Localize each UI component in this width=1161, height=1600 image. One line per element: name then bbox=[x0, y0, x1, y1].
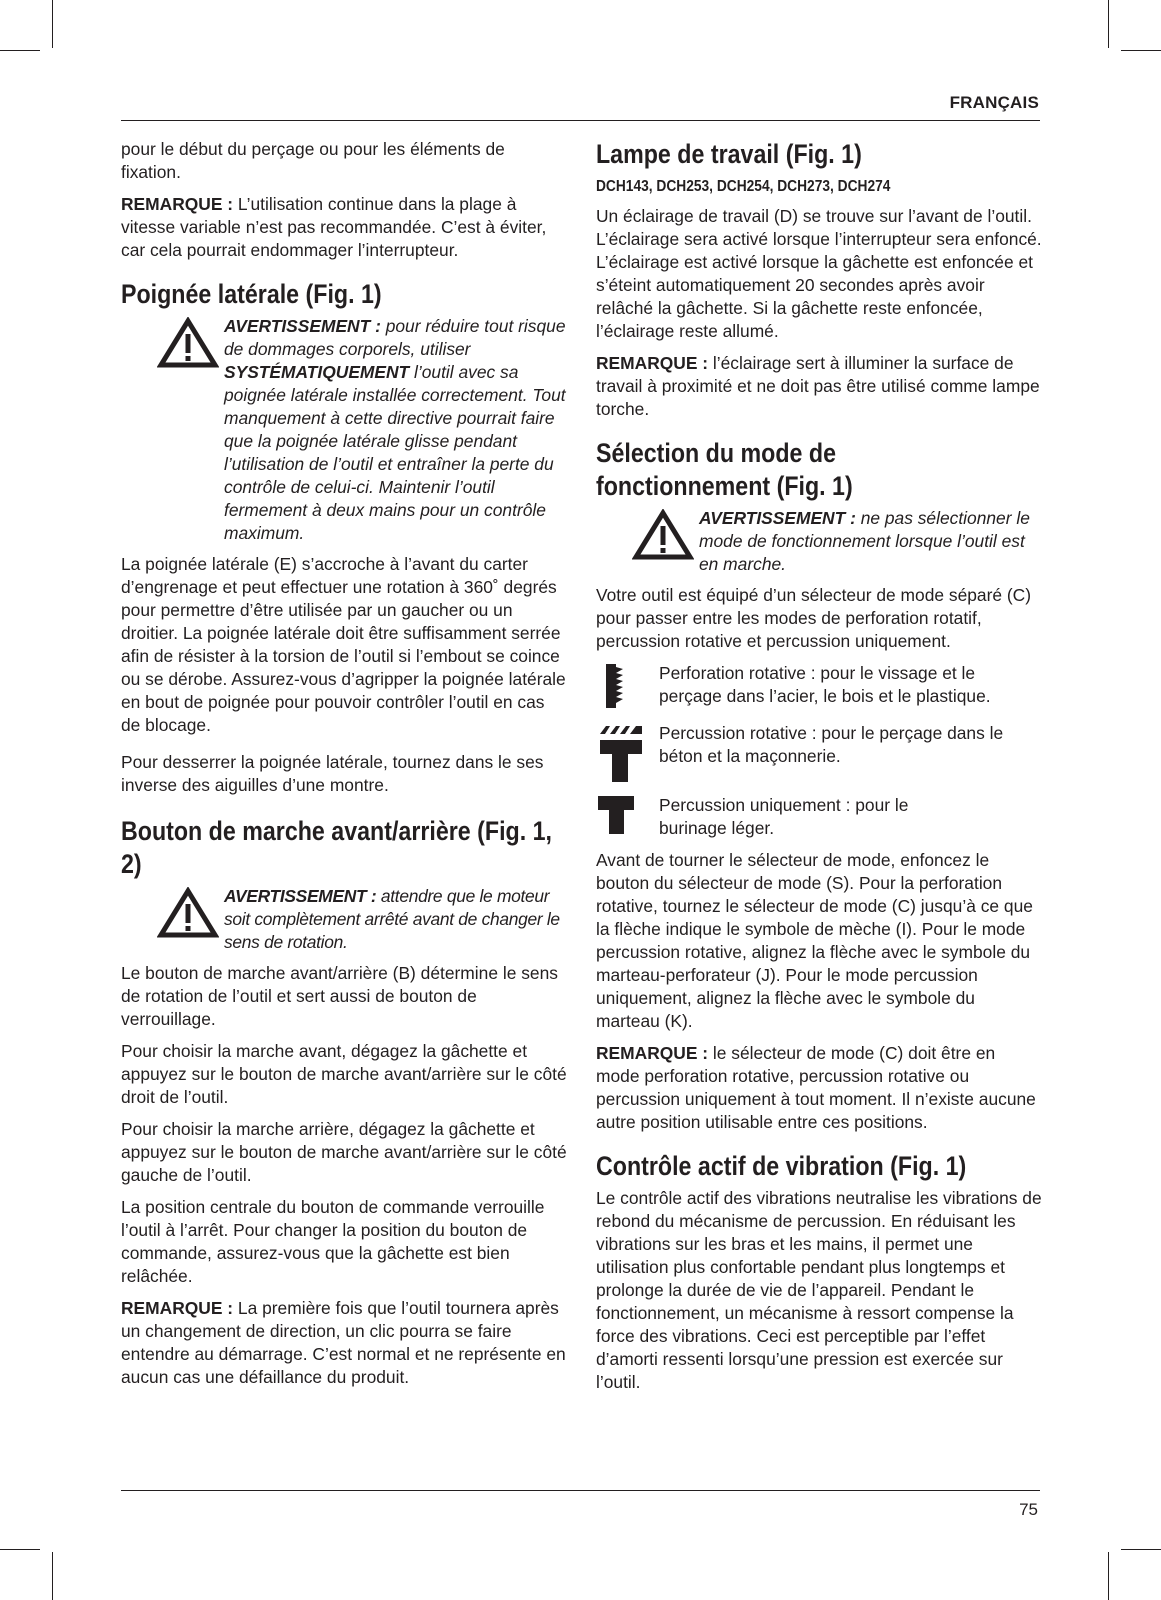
warning-body: l’outil avec sa poignée latérale installée correctement. Tout manquement à cette directive pourrait faire que la poignée latérale glisse pendant l’utilisation de l’outil et entraîner la perte du contrôle de celui-ci. Maintenir l’outil fermement à deux mains pour un contrôle maximum. bbox=[224, 362, 566, 543]
hammer-drill-icon bbox=[596, 722, 644, 789]
body-paragraph: Le bouton de marche avant/arrière (B) détermine le sens de rotation de l’outil et sert aussi de bouton de verrouillage. bbox=[121, 963, 558, 1029]
continued-paragraph: pour le début du perçage ou pour les éléments de fixation. bbox=[121, 139, 505, 182]
remark-paragraph bbox=[121, 1297, 568, 1389]
body-paragraph: Votre outil est équipé d’un sélecteur de mode séparé (C) pour passer entre les modes de perforation rotatif, percussion rotative et percussion uniquement. bbox=[596, 585, 1032, 651]
heading-line: fonctionnement (Fig. 1) bbox=[596, 471, 853, 501]
warning-body: pour réduire tout risque de dommages corporels, utiliser bbox=[224, 316, 566, 359]
warning-triangle-icon bbox=[157, 887, 219, 944]
crop-mark bbox=[1121, 1549, 1161, 1550]
warning-label: AVERTISSEMENT : bbox=[224, 316, 381, 336]
remark-label: REMARQUE : bbox=[121, 1298, 234, 1318]
warning-body: ne pas sélectionner le mode de fonctionnement lorsque l’outil est en marche. bbox=[699, 508, 1030, 574]
section-heading-lampe: Lampe de travail (Fig. 1) bbox=[596, 139, 862, 169]
header-rule bbox=[121, 120, 1040, 121]
body-paragraph: Avant de tourner le sélecteur de mode, enfoncez le bouton du sélecteur de mode (S). Pour la perforation rotative, tournez le sélecteur de mode (C) jusqu’à ce que la flèche indique le symbole de mèche (I). Pour le mode percussion rotative, alignez la flèche avec le symbole du marteau-perforateur (J). Pour le mode percussion uniquement, alignez la flèche avec le symbole du marteau (K). bbox=[596, 850, 1033, 1031]
warning-text bbox=[699, 507, 1042, 576]
page-number: 75 bbox=[1019, 1500, 1038, 1519]
warning-triangle-icon bbox=[632, 509, 694, 566]
remark-text: l’éclairage sert à illuminer la surface de travail à proximité et ne doit pas être utilisé comme lampe torche. bbox=[596, 353, 1040, 419]
heading-line: Sélection du mode de bbox=[596, 438, 836, 468]
mode-text: Percussion rotative : pour le perçage dans le béton et la maçonnerie. bbox=[659, 723, 1004, 766]
warning-block bbox=[121, 885, 568, 954]
warning-label: AVERTISSEMENT : bbox=[699, 508, 856, 528]
body-paragraph: Pour choisir la marche arrière, dégagez la gâchette et appuyez sur le bouton de marche avant/arrière sur le côté gauche de l’outil. bbox=[121, 1119, 567, 1185]
body-paragraph: Le contrôle actif des vibrations neutralise les vibrations de rebond du mécanisme de percussion. En réduisant les vibrations sur les bras et les mains, il permet une utilisation plus confortable pendant plus longtemps et prolonge la durée de vie de l’appareil. Pendant le fonctionnement, un mécanisme à ressort compense la force des vibrations. Ceci est perceptible par l’effet d’amorti ressenti lorsqu’une pression est exercée sur l’outil. bbox=[596, 1188, 1042, 1392]
drill-bit-icon bbox=[596, 662, 626, 715]
mode-row bbox=[596, 722, 1042, 768]
section-heading-poignee: Poignée latérale (Fig. 1) bbox=[121, 279, 382, 309]
body-paragraph: Pour choisir la marche avant, dégagez la gâchette et appuyez sur le bouton de marche avant/arrière sur le côté droit de l’outil. bbox=[121, 1041, 567, 1107]
crop-mark bbox=[1121, 50, 1161, 51]
crop-mark bbox=[52, 0, 53, 48]
body-paragraph: Un éclairage de travail (D) se trouve sur l’avant de l’outil. L’éclairage sera activé lorsque l’interrupteur sera enfoncé. L’éclairage est activé lorsque la gâchette est enfoncée et s’éteint automatiquement 20 secondes après avoir relâché la gâchette. Si la gâchette reste enfoncée, l’éclairage reste allumé. bbox=[596, 206, 1042, 341]
crop-mark bbox=[1108, 1552, 1109, 1600]
section-heading-selection-line2 bbox=[596, 470, 980, 503]
footer-rule bbox=[121, 1490, 1040, 1491]
section-heading-vibration: Contrôle actif de vibration (Fig. 1) bbox=[596, 1151, 967, 1181]
warning-block bbox=[596, 507, 1042, 576]
warning-text bbox=[224, 885, 568, 954]
hammer-icon bbox=[596, 794, 640, 841]
section-heading-selection bbox=[596, 437, 980, 470]
section-heading-bouton bbox=[121, 815, 568, 881]
warning-body: attendre que le moteur soit complètement arrêté avant de changer le sens de rotation. bbox=[224, 886, 560, 952]
heading-text: Bouton de marche avant/arrière (Fig. 1, 2) bbox=[121, 816, 552, 879]
warning-text bbox=[224, 315, 568, 545]
remark-text: le sélecteur de mode (C) doit être en mode perforation rotative, percussion rotative ou percussion uniquement à tout moment. Il n’existe aucune autre position utilisable entre ces positions. bbox=[596, 1043, 1036, 1132]
remark-label: REMARQUE : bbox=[596, 1043, 709, 1063]
remark-text: L’utilisation continue dans la plage à vitesse variable n’est pas recommandée. C’est à éviter, car cela pourrait endommager l’interrupteur. bbox=[121, 194, 547, 260]
remark-label: REMARQUE : bbox=[121, 194, 234, 214]
warning-emphasis: SYSTÉMATIQUEMENT bbox=[224, 362, 410, 382]
remark-paragraph bbox=[121, 193, 568, 262]
right-column bbox=[596, 138, 1042, 1403]
remark-label: REMARQUE : bbox=[596, 353, 709, 373]
remark-text: La première fois que l’outil tournera après un changement de direction, un clic pourra se faire entendre au démarrage. C’est normal et ne représente en aucun cas une défaillance du produit. bbox=[121, 1298, 566, 1387]
body-paragraph: Pour desserrer la poignée latérale, tournez dans le ses inverse des aiguilles d’une montre. bbox=[121, 752, 544, 795]
crop-mark bbox=[0, 50, 40, 51]
remark-paragraph bbox=[596, 352, 1042, 421]
body-paragraph: La poignée latérale (E) s’accroche à l’avant du carter d’engrenage et peut effectuer une rotation à 360˚ degrés pour permettre d’être utilisée par un gaucher ou un droitier. La poignée latérale doit être suffisamment serrée afin de résister à la torsion de l’outil si l’embout se coince ou se dérobe. Assurez-vous d’agripper la poignée latérale en bout de poignée pour pouvoir contrôler l’outil en cas de blocage. bbox=[121, 554, 566, 735]
mode-row bbox=[596, 662, 1042, 708]
header-language: FRANÇAIS bbox=[949, 93, 1039, 112]
body-paragraph: La position centrale du bouton de commande verrouille l’outil à l’arrêt. Pour changer la position du bouton de commande, assurez-vous que la gâchette est bien relâchée. bbox=[121, 1197, 545, 1286]
mode-text: Percussion uniquement : pour le burinage léger. bbox=[659, 795, 909, 838]
warning-block bbox=[121, 315, 568, 545]
remark-paragraph bbox=[596, 1042, 1042, 1134]
warning-triangle-icon bbox=[157, 317, 219, 374]
crop-mark bbox=[1108, 0, 1109, 48]
mode-row bbox=[596, 794, 1042, 840]
crop-mark bbox=[52, 1552, 53, 1600]
left-column bbox=[121, 138, 568, 1398]
crop-mark bbox=[0, 1549, 40, 1550]
mode-text: Perforation rotative : pour le vissage et le perçage dans l’acier, le bois et le plastique. bbox=[659, 663, 991, 706]
model-list: DCH143, DCH253, DCH254, DCH273, DCH274 bbox=[596, 178, 891, 195]
warning-label: AVERTISSEMENT : bbox=[224, 886, 377, 906]
